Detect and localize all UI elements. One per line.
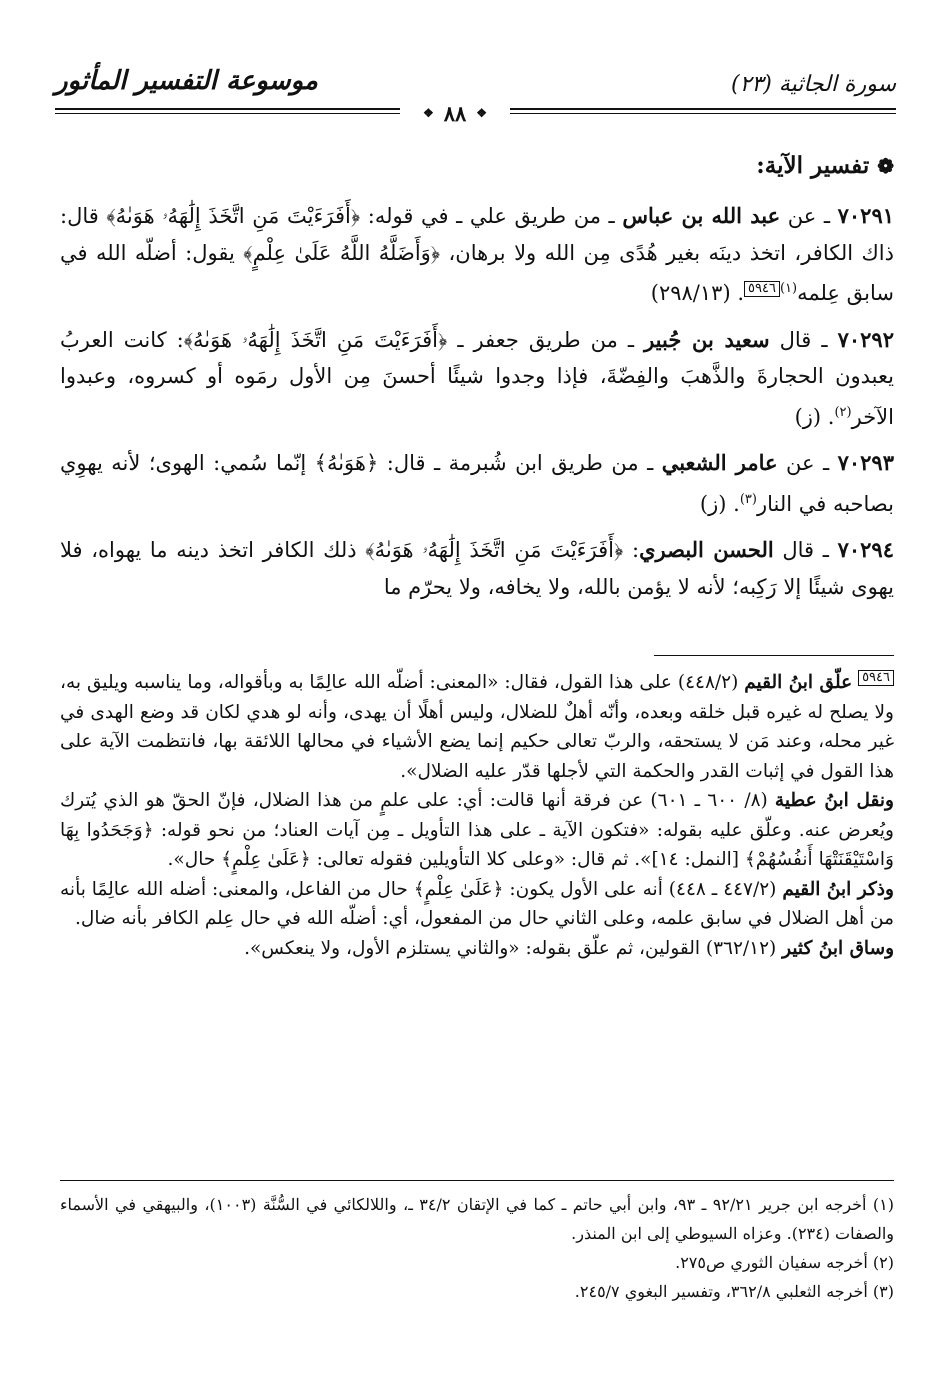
footnote: (٢) أخرجه سفيان الثوري ص٢٧٥. xyxy=(675,1253,894,1272)
page-number: ٨٨ xyxy=(443,100,467,126)
commentary-text: (٨/ ٦٠٠ ـ ٦٠١) عن فرقة أنها قالت: أي: على علمٍ من هذا الضلال، فإنّ الحقّ هو الذي يُترك ويُعرض عنه. وعلّق عليه بقوله: «فتكون الآية ـ على هذا التأويل ـ مِن آيات العناد؛ من نحو قوله: ﴿وَجَحَدُوا بِهَا وَاسْتَيْقَنَتْهَا أَنفُسُهُمْ﴾ [النمل: ١٤]». ثم قال: «وعلى كلا التأويلين فقوله تعالى: ﴿عَلَىٰ عِلْمٍ﴾ حال». xyxy=(60,790,894,870)
commentary-author: ونقل ابنُ عطية xyxy=(774,790,894,811)
entry-text: قال: ذاك الكافر، اتخذ دينَه بغير هُدًى مِن الله ولا برهان، xyxy=(60,204,894,265)
commentary-text: (٣٦٢/١٢) القولين، ثم علّق بقوله: «والثاني يستلزم الأول، ولا ينعكس». xyxy=(244,937,783,959)
commentary-section xyxy=(60,668,894,963)
commentary-reference-box: ٥٩٤٦ xyxy=(858,670,894,686)
entry-source: . (٢٩٨/١٣) xyxy=(650,281,744,305)
entry-text: ـ عن xyxy=(777,451,838,475)
section-heading xyxy=(756,152,894,179)
footnote-marker: (٢) xyxy=(834,404,852,420)
entry-text: : xyxy=(623,538,640,562)
flower-icon: ❁ xyxy=(877,153,894,178)
narration-entry xyxy=(60,445,894,522)
entry-text: ـ عن xyxy=(780,204,838,228)
quran-quote: ﴿أَفَرَءَيْتَ مَنِ اتَّخَذَ إِلَٰهَهُۥ هَوَىٰهُ﴾ xyxy=(106,204,361,228)
footnotes xyxy=(60,1190,894,1306)
entry-text: ذلك الكافر اتخذ دينه ما يهواه، فلا يهوى شيئًا إلا رَكِبه؛ لأنه لا يؤمن بالله، ولا يخافه، ولا يحرّم ما xyxy=(60,538,894,599)
commentary-paragraph xyxy=(60,786,894,875)
narration-entry xyxy=(60,532,894,605)
commentary-text: (٤٤٧/٢ ـ ٤٤٨) أنه على الأول يكون: ﴿عَلَىٰ عِلْمٍ﴾ حال من الفاعل، والمعنى: أضله الله عالِمًا بأنه من أهل الضلال في سابق علمه، وعلى الثاني حال من المفعول، أي: أضلّه الله في حال عِلم الكافر بأنه ضال. xyxy=(60,878,894,929)
narrator-name: عبد الله بن عباس xyxy=(622,203,781,228)
entry-text: ـ من طريق علي ـ في قوله: xyxy=(360,204,623,228)
footnote-divider xyxy=(60,1180,894,1181)
narrator-name: الحسن البصري xyxy=(639,537,774,562)
footnote: (١) أخرجه ابن جرير ٩٢/٢١ ـ ٩٣، وابن أبي حاتم ـ كما في الإتقان ٣٤/٢ ـ، واللالكائي في السُّنَّة (١٠٠٣)، والبيهقي في الأسماء والصفات (٢٣٤). وعزاه السيوطي إلى ابن المنذر. xyxy=(60,1195,895,1243)
commentary-paragraph xyxy=(60,668,894,786)
footnote: (٣) أخرجه الثعلبي ٣٦٢/٨، وتفسير البغوي ٢٤٥/٧. xyxy=(574,1282,894,1301)
quran-quote: ﴿وَأَضَلَّهُ اللَّهُ عَلَىٰ عِلْمٍ﴾ xyxy=(243,240,441,265)
commentary-reference-box: ٥٩٤٦ xyxy=(744,281,780,297)
entry-text: ـ من طريق ابن شُبرمة ـ قال: xyxy=(378,451,662,475)
quran-quote: ﴿أَفَرَءَيْتَ مَنِ اتَّخَذَ إِلَٰهَهُۥ هَوَىٰهُ﴾ xyxy=(183,327,448,352)
narration-entry xyxy=(60,198,894,312)
running-header-book-title: موسوعة التفسير المأثور xyxy=(55,66,318,96)
narrator-name: سعيد بن جُبير xyxy=(644,326,770,352)
commentary-divider xyxy=(654,655,894,656)
section-heading-text: تفسير الآية: xyxy=(756,152,870,179)
footnote-marker: (٣) xyxy=(739,491,757,507)
commentary-author: وذكر ابنُ القيم xyxy=(782,878,894,900)
ornament-right-icon: ❖ xyxy=(476,106,488,120)
footnote-marker: (١) xyxy=(779,281,798,296)
entry-text: ـ قال xyxy=(769,327,838,352)
commentary-author: علّق ابنُ القيم xyxy=(744,672,853,693)
entry-number: ٧٠٢٩٢ xyxy=(837,326,894,352)
quran-quote: ﴿هَوَىٰهُ﴾ xyxy=(314,451,379,475)
ornament-left-icon: ❖ xyxy=(422,106,434,120)
narration-entry xyxy=(60,322,894,436)
entry-text: يقول: أضلّه الله في سابق عِلمه xyxy=(60,240,894,305)
running-header-surah: سورة الجاثية (٢٣) xyxy=(730,72,896,97)
entry-text: إنّما سُمي: الهوى؛ لأنه يهوِي بصاحبه في النار xyxy=(60,451,894,516)
commentary-paragraph xyxy=(60,875,894,934)
entry-source: . (ز) xyxy=(794,404,835,429)
commentary-author: وساق ابنُ كثير xyxy=(782,937,894,959)
entry-number: ٧٠٢٩٣ xyxy=(837,450,894,475)
entry-source: . (ز) xyxy=(699,491,740,516)
main-text xyxy=(60,198,894,615)
entry-text: : كانت العربُ يعبدون الحجارةَ والذَّهبَ والفِضّةَ، فإذا وجدوا شيئًا أحسنَ مِن الأول رمَوه أو كسروه، وعبدوا الآخر xyxy=(60,327,894,429)
entry-number: ٧٠٢٩١ xyxy=(837,203,895,228)
entry-number: ٧٠٢٩٤ xyxy=(837,537,894,562)
commentary-text: (٤٤٨/٢) على هذا القول، فقال: «المعنى: أضلّه الله عالِمًا به وبأقواله، وما يناسبه ويليق به، ولا يصلح له غيره قبل خلقه وبعده، وأنّه أهلٌ للضلال، وليس أهلًا أن يهدى، وأنه لو هدي لكان قد وضع الهدى في غير محله، وعند مَن لا يستحقه، والربّ تعالى حكيم إنما يضع الأشياء في محالها اللائقة بها، فانتظمت الآية على هذا القول في إثبات القدر والحكمة التي لأجلها قدّر عليه الضلال». xyxy=(60,672,894,782)
entry-text: ـ من طريق جعفر ـ xyxy=(447,327,645,352)
commentary-paragraph xyxy=(60,934,894,964)
page-number-ornament xyxy=(400,99,510,127)
narrator-name: عامر الشعبي xyxy=(661,450,778,475)
quran-quote: ﴿أَفَرَءَيْتَ مَنِ اتَّخَذَ إِلَٰهَهُۥ هَوَىٰهُ﴾ xyxy=(365,538,624,562)
entry-text: ـ قال xyxy=(773,538,838,562)
